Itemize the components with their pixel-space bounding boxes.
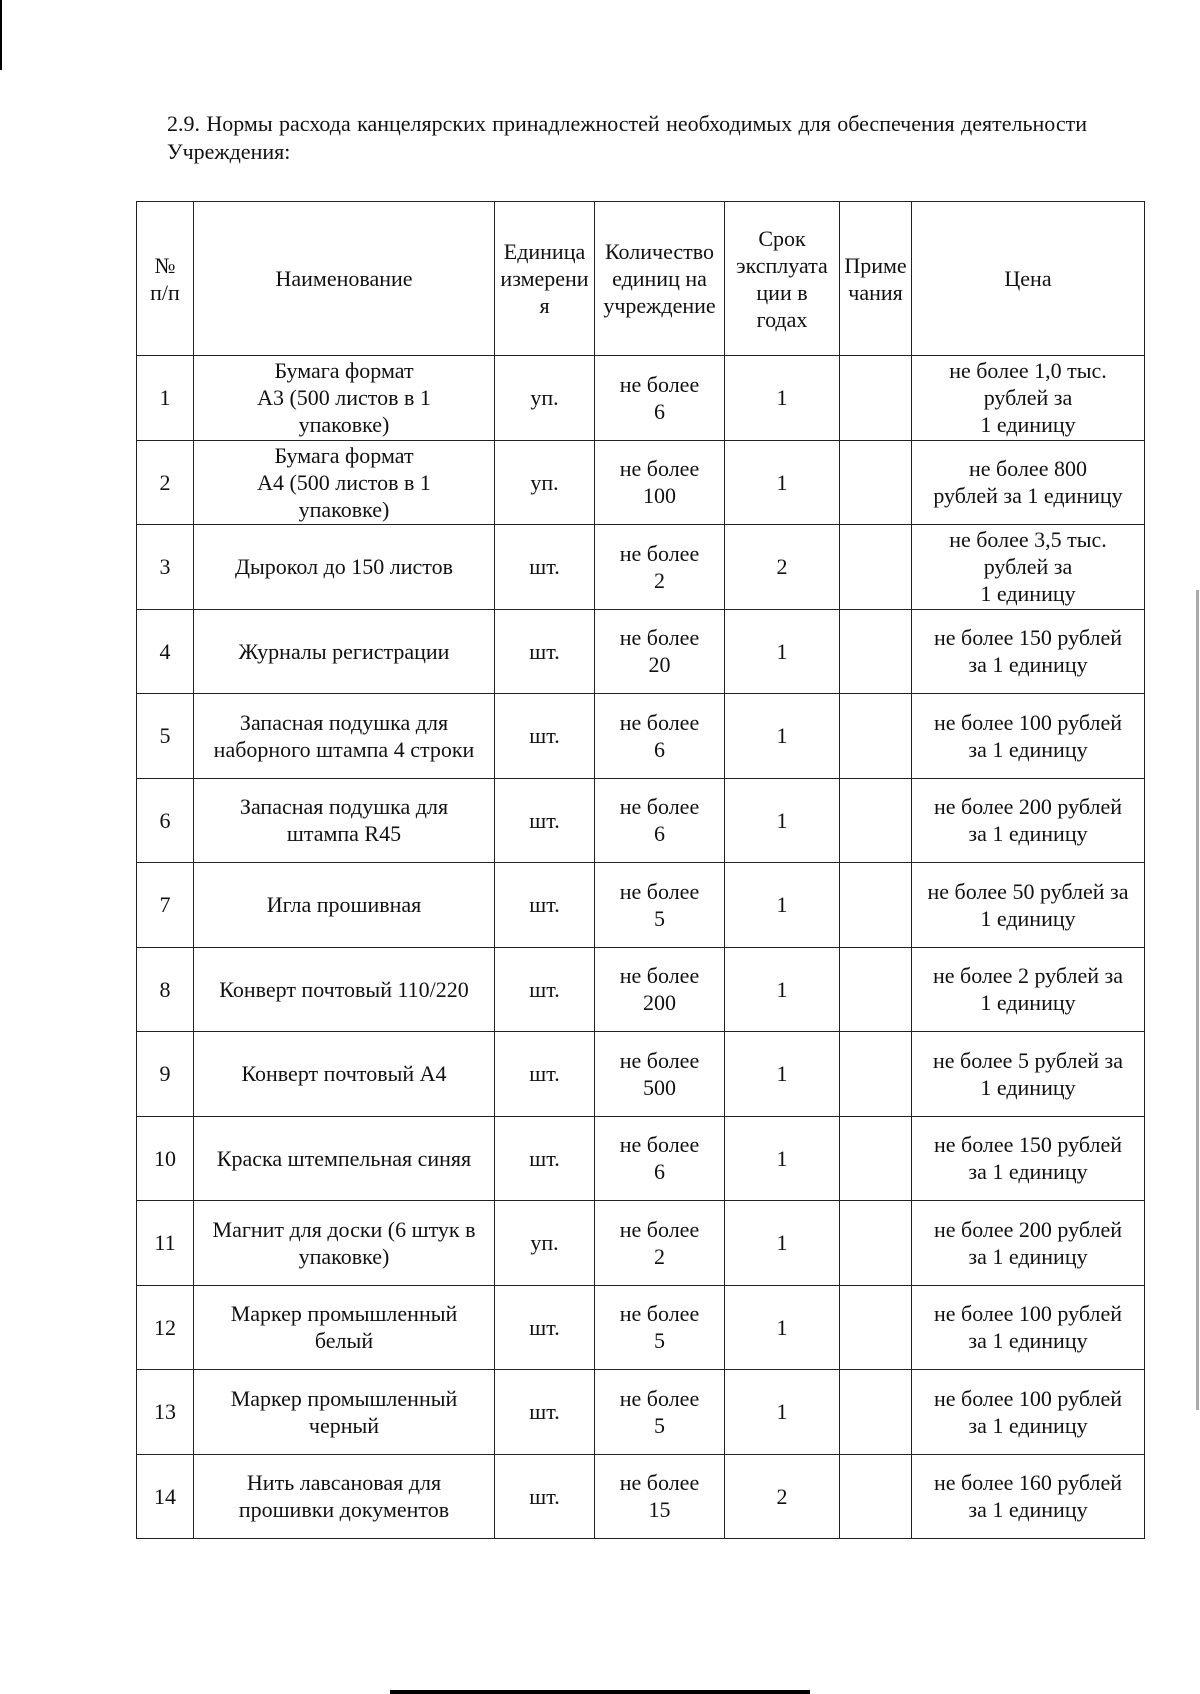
cell-line: 2 [654, 567, 665, 593]
cell-line: Единица [503, 239, 586, 264]
cell-quantity [595, 947, 725, 1032]
cell-notes [840, 694, 912, 779]
cell-quantity [595, 694, 725, 779]
cell-unit: шт. [495, 694, 595, 779]
cell-name [194, 1285, 495, 1370]
cell-quantity [595, 1201, 725, 1286]
cell-line: п/п [150, 279, 180, 305]
cell-number: 1 [137, 356, 194, 441]
cell-quantity [595, 863, 725, 948]
table-row [137, 1116, 1145, 1201]
cell-line: 1 единицу [980, 581, 1076, 607]
cell-name [194, 609, 495, 694]
cell-line: 6 [654, 1159, 665, 1185]
cell-line: наборного штампа 4 строки [213, 736, 475, 762]
header-price [912, 202, 1145, 356]
cell-name [194, 1032, 495, 1117]
cell-line: не более [619, 1047, 700, 1073]
cell-notes [840, 525, 912, 610]
cell-line: измерени [500, 266, 589, 291]
header-term [725, 202, 840, 356]
cell-line: не более [619, 540, 700, 566]
cell-line: Магнит для доски (6 штук в [212, 1216, 476, 1242]
cell-line: 100 [643, 483, 676, 509]
cell-unit: шт. [495, 525, 595, 610]
header-notes [840, 202, 912, 356]
cell-line: Конверт почтовый А4 [241, 1061, 447, 1087]
scan-edge-bottom [390, 1690, 810, 1694]
cell-line: ции в [756, 279, 808, 305]
cell-quantity [595, 1454, 725, 1539]
header-row [137, 202, 1145, 356]
cell-line: не более [619, 1301, 700, 1327]
cell-line: 6 [654, 736, 665, 762]
cell-line: не более [619, 1470, 700, 1496]
cell-term: 1 [725, 947, 840, 1032]
cell-term: 1 [725, 1370, 840, 1455]
table-row [137, 947, 1145, 1032]
cell-line: не более [619, 456, 700, 482]
cell-name [194, 1116, 495, 1201]
cell-number: 8 [137, 947, 194, 1032]
cell-line: рублей за [983, 385, 1073, 411]
cell-line: белый [314, 1328, 374, 1354]
cell-line: не более [619, 1132, 700, 1158]
cell-term: 1 [725, 440, 840, 525]
cell-line: упаковке) [298, 1243, 390, 1269]
cell-term: 1 [725, 1032, 840, 1117]
cell-notes [840, 863, 912, 948]
cell-line: черный [308, 1412, 380, 1438]
cell-term: 1 [725, 1116, 840, 1201]
cell-line: Краска штемпельная синяя [216, 1145, 472, 1171]
cell-number: 14 [137, 1454, 194, 1539]
cell-line: 20 [648, 652, 671, 678]
cell-notes [840, 1032, 912, 1117]
cell-unit: уп. [495, 356, 595, 441]
cell-line: Цена [1004, 266, 1052, 291]
cell-line: Маркер промышленный [230, 1301, 458, 1327]
cell-line: эксплуата [736, 252, 828, 278]
cell-line: не более [619, 878, 700, 904]
cell-line: за 1 единицу [968, 736, 1088, 762]
cell-line: А3 (500 листов в 1 [257, 385, 431, 411]
cell-line: не более [619, 794, 700, 820]
cell-line: рублей за 1 единицу [933, 483, 1123, 509]
cell-number: 5 [137, 694, 194, 779]
cell-unit: шт. [495, 1116, 595, 1201]
cell-line: за 1 единицу [968, 1328, 1088, 1354]
cell-line: 1 единицу [980, 905, 1076, 931]
cell-line: не более 100 рублей [933, 1385, 1123, 1411]
header-unit [495, 202, 595, 356]
table-row [137, 525, 1145, 610]
cell-line: не более 200 рублей [933, 1216, 1123, 1242]
table-row [137, 440, 1145, 525]
cell-line: не более 100 рублей [933, 709, 1123, 735]
cell-line: не более 2 рублей за [933, 963, 1123, 989]
cell-number: 4 [137, 609, 194, 694]
cell-line: Наименование [275, 266, 413, 291]
cell-line: за 1 единицу [968, 821, 1088, 847]
cell-line: не более 150 рублей [933, 625, 1123, 651]
cell-line: 6 [654, 398, 665, 424]
cell-line: упаковке) [298, 496, 390, 522]
cell-price [912, 694, 1145, 779]
cell-name [194, 356, 495, 441]
cell-number: 13 [137, 1370, 194, 1455]
cell-quantity [595, 440, 725, 525]
cell-line: Приме [844, 252, 907, 278]
cell-line: 1 единицу [980, 990, 1076, 1016]
cell-term: 1 [725, 863, 840, 948]
section-intro: 2.9. Нормы расхода канцелярских принадлежностей необходимых для обеспечения деятельности Учреждения: [167, 111, 1087, 164]
cell-name [194, 1201, 495, 1286]
cell-unit: шт. [495, 1285, 595, 1370]
cell-quantity [595, 356, 725, 441]
cell-line: Журналы регистрации [238, 638, 450, 664]
cell-unit: уп. [495, 1201, 595, 1286]
cell-number: 10 [137, 1116, 194, 1201]
cell-price [912, 440, 1145, 525]
cell-unit: шт. [495, 778, 595, 863]
cell-notes [840, 778, 912, 863]
cell-price [912, 609, 1145, 694]
cell-quantity [595, 525, 725, 610]
cell-number: 3 [137, 525, 194, 610]
table-row [137, 694, 1145, 779]
cell-number: 7 [137, 863, 194, 948]
cell-name [194, 1370, 495, 1455]
cell-notes [840, 1454, 912, 1539]
cell-term: 1 [725, 778, 840, 863]
scan-edge-right [1196, 590, 1199, 1410]
cell-line: не более [619, 371, 700, 397]
cell-line: чания [848, 279, 903, 305]
cell-term: 1 [725, 694, 840, 779]
cell-number: 6 [137, 778, 194, 863]
header-quantity [595, 202, 725, 356]
cell-price [912, 1201, 1145, 1286]
cell-line: А4 (500 листов в 1 [257, 469, 431, 495]
cell-line: я [539, 293, 550, 318]
cell-number: 9 [137, 1032, 194, 1117]
cell-notes [840, 1285, 912, 1370]
cell-line: 5 [654, 1328, 665, 1354]
cell-name [194, 947, 495, 1032]
cell-line: Конверт почтовый 110/220 [219, 976, 469, 1002]
cell-name [194, 440, 495, 525]
cell-term: 1 [725, 356, 840, 441]
cell-quantity [595, 609, 725, 694]
cell-quantity [595, 1285, 725, 1370]
cell-notes [840, 947, 912, 1032]
cell-line: не более 50 рублей за [927, 878, 1129, 904]
cell-line: за 1 единицу [968, 1159, 1088, 1185]
cell-price [912, 778, 1145, 863]
cell-number: 12 [137, 1285, 194, 1370]
cell-name [194, 694, 495, 779]
table-row [137, 1201, 1145, 1286]
cell-line: не более [619, 625, 700, 651]
table-row [137, 1032, 1145, 1117]
cell-line: за 1 единицу [968, 1497, 1088, 1523]
cell-line: не более 800 [969, 456, 1087, 482]
stationery-norms-table [136, 201, 1145, 1539]
cell-line: 200 [643, 990, 676, 1016]
cell-price [912, 863, 1145, 948]
cell-line: Бумага формат [274, 442, 414, 468]
cell-price [912, 525, 1145, 610]
header-number [137, 202, 194, 356]
cell-line: 1 единицу [980, 1074, 1076, 1100]
cell-line: Количество [604, 239, 715, 264]
cell-name [194, 863, 495, 948]
cell-price [912, 356, 1145, 441]
cell-unit: шт. [495, 1454, 595, 1539]
cell-unit: шт. [495, 863, 595, 948]
cell-price [912, 1116, 1145, 1201]
cell-notes [840, 1201, 912, 1286]
cell-number: 11 [137, 1201, 194, 1286]
cell-price [912, 947, 1145, 1032]
table-row [137, 1370, 1145, 1455]
cell-line: Запасная подушка для [239, 709, 449, 735]
table-row [137, 609, 1145, 694]
table-row [137, 778, 1145, 863]
table-row [137, 356, 1145, 441]
cell-line: не более 160 рублей [933, 1470, 1123, 1496]
cell-term: 1 [725, 1285, 840, 1370]
cell-line: упаковке) [298, 412, 390, 438]
cell-line: Маркер промышленный [230, 1385, 458, 1411]
cell-line: за 1 единицу [968, 1243, 1088, 1269]
cell-price [912, 1370, 1145, 1455]
header-name [194, 202, 495, 356]
cell-unit: шт. [495, 947, 595, 1032]
cell-quantity [595, 1032, 725, 1117]
cell-line: № [154, 252, 176, 278]
cell-line: 15 [648, 1497, 671, 1523]
cell-line: Игла прошивная [266, 892, 422, 918]
cell-quantity [595, 778, 725, 863]
cell-price [912, 1285, 1145, 1370]
cell-notes [840, 356, 912, 441]
table-body [137, 356, 1145, 1539]
cell-line: не более 5 рублей за [933, 1047, 1123, 1073]
cell-line: не более [619, 1216, 700, 1242]
cell-notes [840, 609, 912, 694]
cell-notes [840, 1116, 912, 1201]
cell-line: единиц на [612, 266, 707, 291]
cell-unit: уп. [495, 440, 595, 525]
cell-line: за 1 единицу [968, 652, 1088, 678]
cell-line: не более 100 рублей [933, 1301, 1123, 1327]
table-row [137, 1454, 1145, 1539]
cell-price [912, 1032, 1145, 1117]
cell-quantity [595, 1370, 725, 1455]
cell-line: 2 [654, 1243, 665, 1269]
cell-line: не более [619, 963, 700, 989]
cell-line: 500 [643, 1074, 676, 1100]
cell-line: не более 150 рублей [933, 1132, 1123, 1158]
scan-edge-left [0, 0, 2, 70]
cell-name [194, 525, 495, 610]
cell-line: за 1 единицу [968, 1412, 1088, 1438]
cell-unit: шт. [495, 609, 595, 694]
cell-line: не более [619, 1385, 700, 1411]
cell-term: 1 [725, 609, 840, 694]
cell-number: 2 [137, 440, 194, 525]
cell-line: прошивки документов [238, 1497, 450, 1523]
table-row [137, 1285, 1145, 1370]
cell-term: 2 [725, 1454, 840, 1539]
cell-line: Бумага формат [274, 358, 414, 384]
cell-line: Нить лавсановая для [246, 1470, 442, 1496]
cell-line: не более 1,0 тыс. [949, 358, 1107, 384]
cell-unit: шт. [495, 1370, 595, 1455]
cell-line: Дырокол до 150 листов [235, 554, 453, 580]
cell-line: штампа R45 [286, 821, 402, 847]
cell-name [194, 1454, 495, 1539]
cell-name [194, 778, 495, 863]
cell-line: 5 [654, 1412, 665, 1438]
cell-quantity [595, 1116, 725, 1201]
cell-line: 1 единицу [980, 412, 1076, 438]
cell-line: не более [619, 709, 700, 735]
cell-line: рублей за [983, 554, 1073, 580]
cell-line: учреждение [603, 293, 716, 318]
cell-notes [840, 1370, 912, 1455]
cell-line: Запасная подушка для [239, 794, 449, 820]
cell-line: 6 [654, 821, 665, 847]
cell-line: 5 [654, 905, 665, 931]
cell-term: 1 [725, 1201, 840, 1286]
cell-term: 2 [725, 525, 840, 610]
cell-line: не более 3,5 тыс. [949, 527, 1107, 553]
table-row [137, 863, 1145, 948]
cell-line: не более 200 рублей [933, 794, 1123, 820]
cell-line: годах [756, 306, 808, 332]
cell-line: Срок [758, 225, 806, 251]
cell-price [912, 1454, 1145, 1539]
table-header [137, 202, 1145, 356]
cell-unit: шт. [495, 1032, 595, 1117]
cell-notes [840, 440, 912, 525]
